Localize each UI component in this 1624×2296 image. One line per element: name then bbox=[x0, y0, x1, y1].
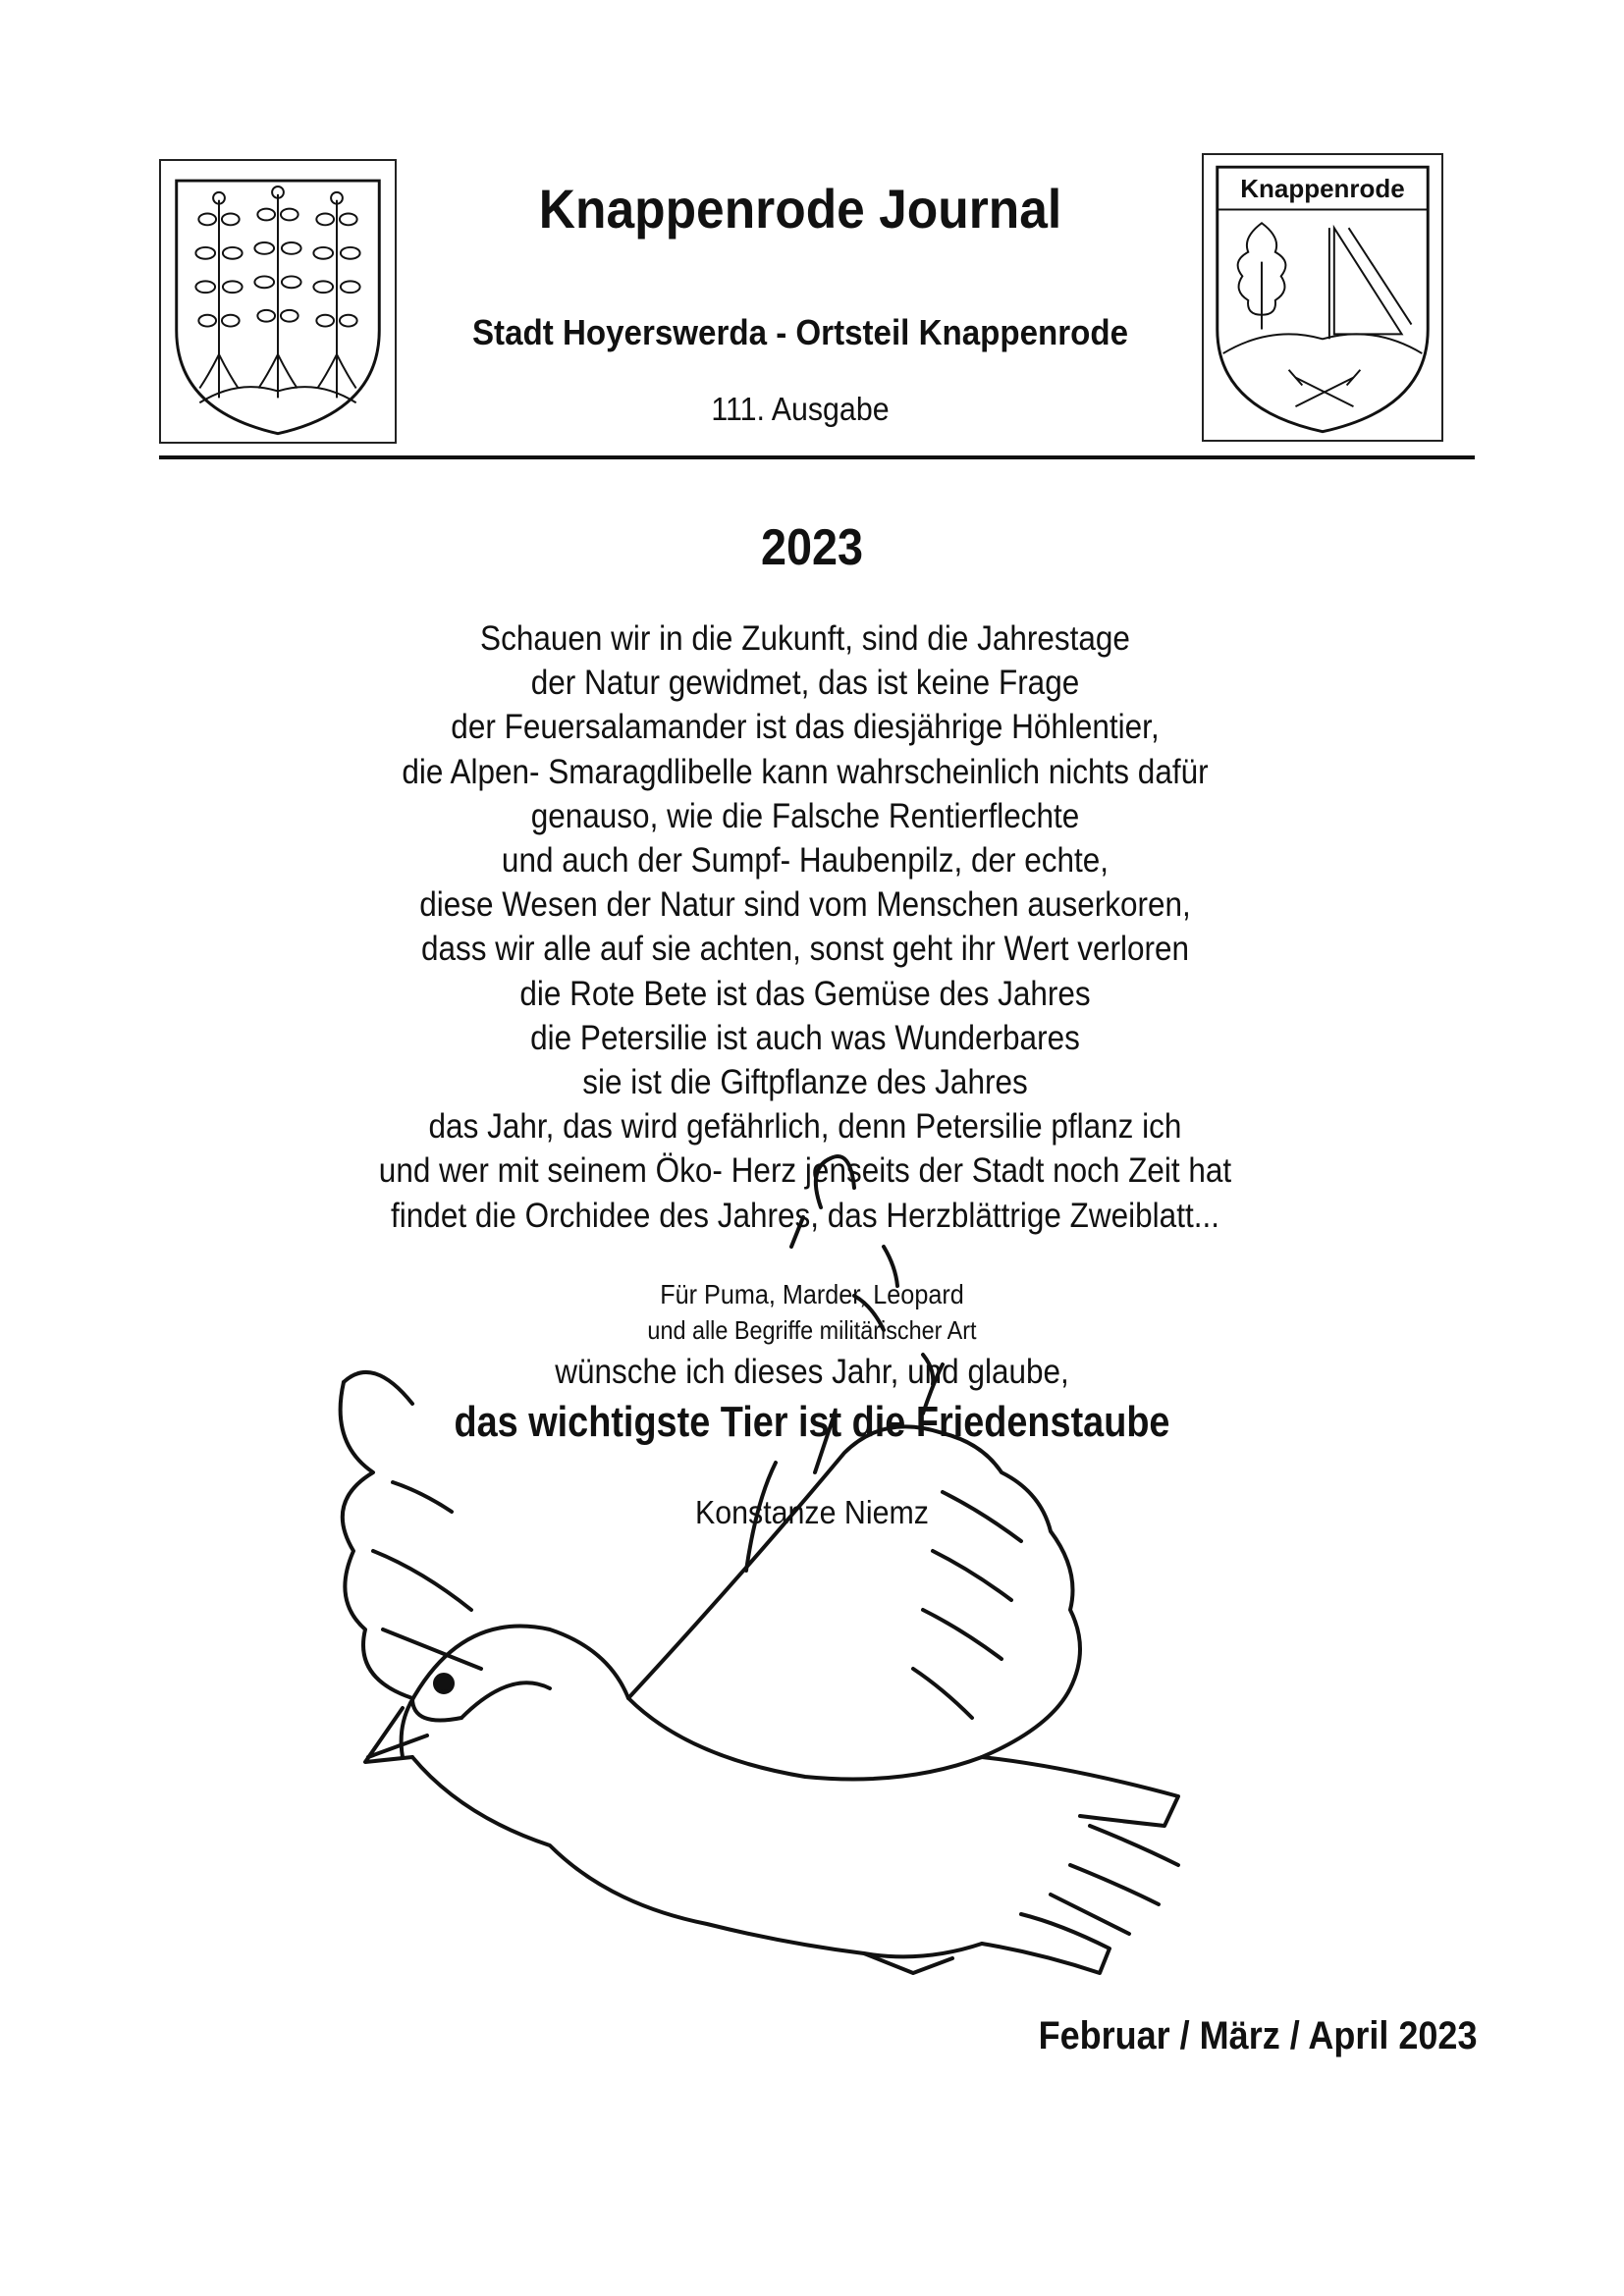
poem-line: das Jahr, das wird gefährlich, denn Petersilie pflanz ich bbox=[428, 1107, 1182, 1147]
poem-line: die Rote Bete ist das Gemüse des Jahres bbox=[519, 974, 1091, 1013]
poem-line: Schauen wir in die Zukunft, sind die Jahrestage bbox=[480, 619, 1130, 658]
crest-left bbox=[159, 159, 397, 444]
dedication-line-1: Für Puma, Marder, Leopard bbox=[660, 1279, 964, 1309]
wish-line: wünsche ich dieses Jahr, und glaube, bbox=[555, 1353, 1069, 1391]
issue-number: 111. Ausgabe bbox=[711, 391, 890, 427]
poem-line: und auch der Sumpf- Haubenpilz, der echte, bbox=[501, 841, 1110, 881]
poem-line: die Alpen- Smaragdlibelle kann wahrscheinlich nichts dafür bbox=[402, 752, 1209, 791]
journal-subtitle: Stadt Hoyerswerda - Ortsteil Knappenrode bbox=[471, 312, 1129, 352]
poem-line: der Feuersalamander ist das diesjährige Höhlentier, bbox=[451, 708, 1160, 747]
poem-line: findet die Orchidee des Jahres, das Herzblättrige Zweiblatt... bbox=[391, 1196, 1219, 1235]
peace-dove-line: das wichtigste Tier ist die Friedenstaube bbox=[454, 1398, 1170, 1446]
author: Konstanze Niemz bbox=[695, 1494, 929, 1530]
header-divider bbox=[159, 455, 1475, 459]
issue-date: Februar / März / April 2023 bbox=[1038, 2014, 1477, 2057]
poem-line: diese Wesen der Natur sind vom Menschen auserkoren, bbox=[419, 885, 1191, 925]
crest-right-label: Knappenrode bbox=[1240, 174, 1405, 203]
poem-line: und wer mit seinem Öko- Herz jenseits der Stadt noch Zeit hat bbox=[378, 1151, 1232, 1191]
poem-line: die Petersilie ist auch was Wunderbares bbox=[530, 1018, 1080, 1057]
poem bbox=[257, 616, 1353, 1238]
poem-line: sie ist die Giftpflanze des Jahres bbox=[582, 1063, 1028, 1102]
oak-trees-coat-of-arms-icon bbox=[161, 161, 395, 442]
poem-line: genauso, wie die Falsche Rentierflechte bbox=[530, 796, 1080, 835]
poem-line: dass wir alle auf sie achten, sonst geht ihr Wert verloren bbox=[420, 930, 1190, 969]
dedication-line-2: und alle Begriffe militärischer Art bbox=[647, 1315, 977, 1345]
poem-line: der Natur gewidmet, das ist keine Frage bbox=[530, 664, 1080, 703]
journal-title: Knappenrode Journal bbox=[538, 178, 1062, 240]
crest-right bbox=[1202, 153, 1443, 442]
year-heading: 2023 bbox=[760, 519, 864, 576]
